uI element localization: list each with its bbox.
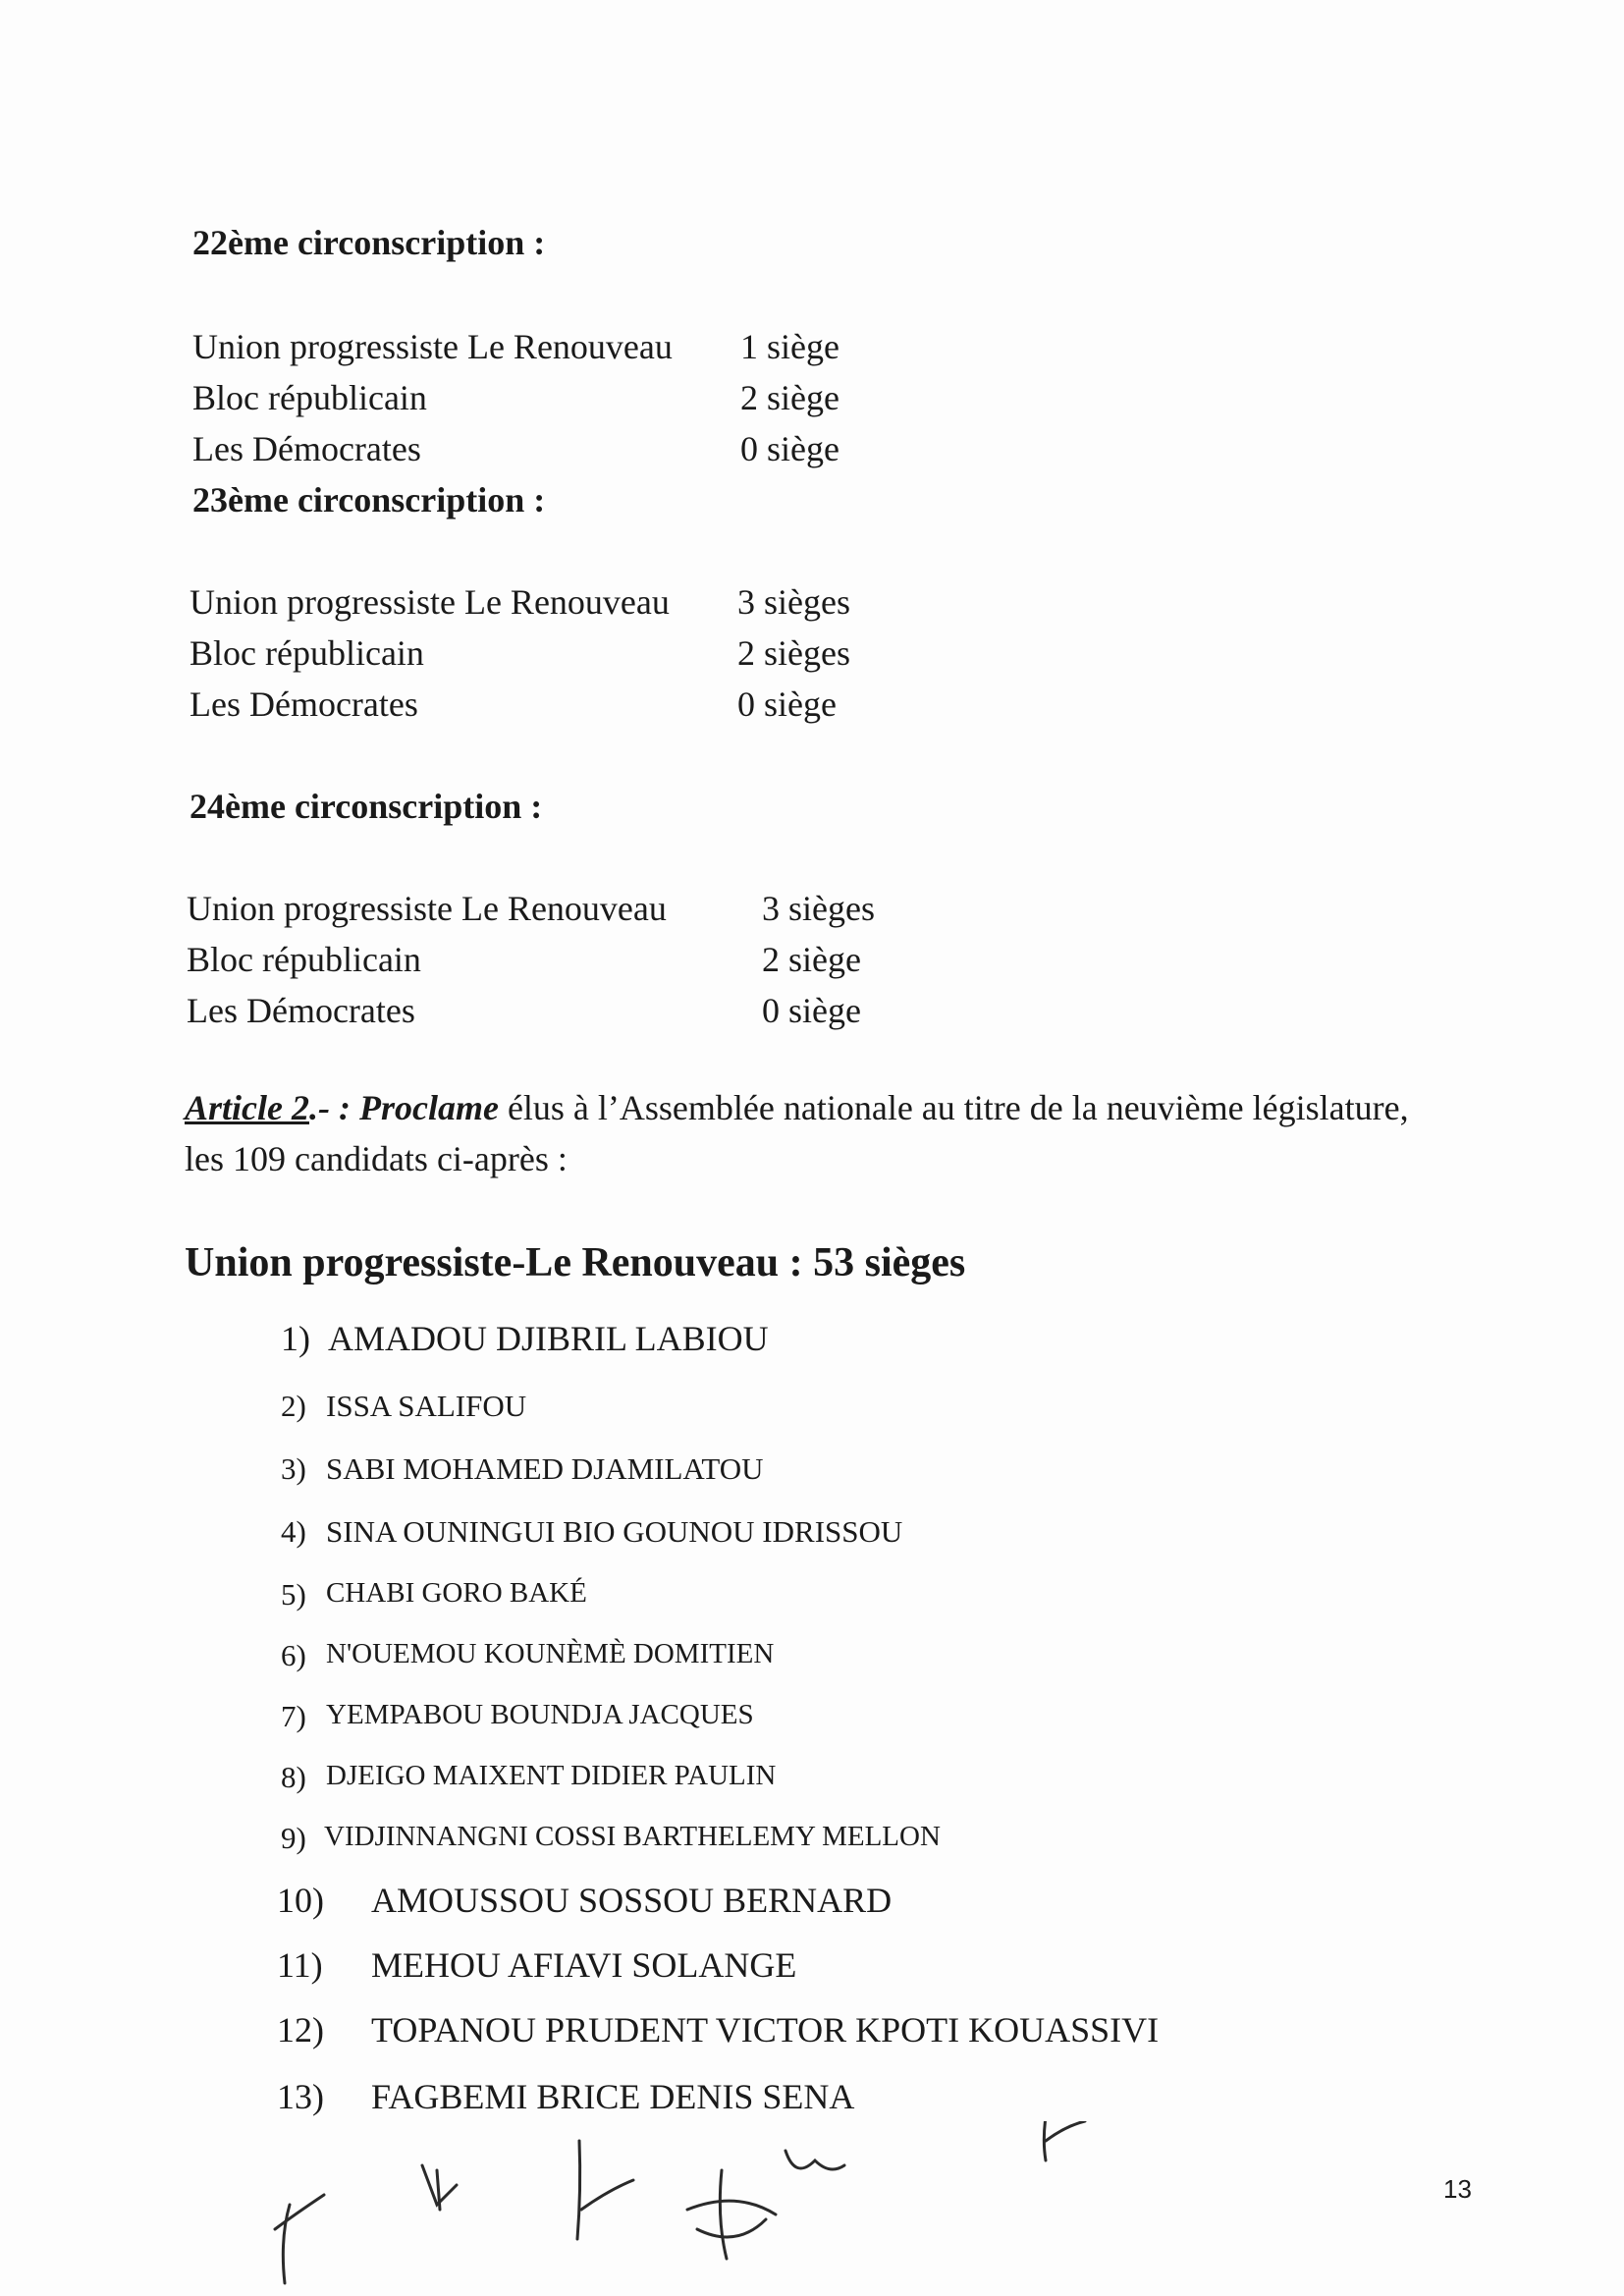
seat-count: 0 siège <box>762 991 861 1030</box>
seat-count: 2 siège <box>762 940 861 979</box>
list-item: 11) MEHOU AFIAVI SOLANGE <box>277 1945 797 1985</box>
party-name: Les Démocrates <box>192 429 421 468</box>
seat-count: 0 siège <box>740 429 839 468</box>
list-item: 12) TOPANOU PRUDENT VICTOR KPOTI KOUASSIVI <box>277 2010 1160 2050</box>
list-item: 9) VIDJINNANGNI COSSI BARTHELEMY MELLON <box>281 1821 941 1855</box>
circonscription-23-title: 23ème circonscription : <box>192 480 546 519</box>
list-item: 7) YEMPABOU BOUNDJA JACQUES <box>281 1699 754 1733</box>
circonscription-24-title: 24ème circonscription : <box>189 787 543 826</box>
party-name: Union progressiste Le Renouveau <box>192 327 673 366</box>
article-2 <box>185 1082 1500 1184</box>
seat-count: 0 siège <box>737 684 837 724</box>
handwritten-initials <box>265 2121 1247 2288</box>
party-name: Bloc républicain <box>189 633 424 673</box>
seat-count: 2 siège <box>740 378 839 417</box>
list-item: 2) ISSA SALIFOU <box>281 1389 527 1423</box>
list-item: 13) FAGBEMI BRICE DENIS SENA <box>277 2077 855 2116</box>
list-item: 5) CHABI GORO BAKÉ <box>281 1577 587 1612</box>
article-text-line2: les 109 candidats ci-après : <box>185 1139 568 1178</box>
list-item: 6) N'OUEMOU KOUNÈMÈ DOMITIEN <box>281 1638 775 1672</box>
seat-count: 3 sièges <box>762 889 875 928</box>
party-name: Union progressiste Le Renouveau <box>189 582 670 622</box>
party-name: Bloc républicain <box>187 940 421 979</box>
list-item: 10) AMOUSSOU SOSSOU BERNARD <box>277 1881 893 1920</box>
party-name: Les Démocrates <box>189 684 418 724</box>
party-name: Union progressiste Le Renouveau <box>187 889 667 928</box>
article-text-line1: élus à l’Assemblée nationale au titre de la neuvième législature, <box>498 1088 1409 1127</box>
list-item: 3) SABI MOHAMED DJAMILATOU <box>281 1451 764 1486</box>
party-name: Bloc républicain <box>192 378 427 417</box>
seat-count: 1 siège <box>740 327 839 366</box>
party-section-title: Union progressiste-Le Renouveau : 53 sièges <box>185 1240 966 1285</box>
seat-count: 2 sièges <box>737 633 850 673</box>
circonscription-22-title: 22ème circonscription : <box>192 223 546 262</box>
seat-count: 3 sièges <box>737 582 850 622</box>
list-item: 4) SINA OUNINGUI BIO GOUNOU IDRISSOU <box>281 1514 903 1549</box>
page-number: 13 <box>1443 2174 1472 2204</box>
article-label: Article 2.- : Proclame <box>185 1088 499 1127</box>
list-item: 1) AMADOU DJIBRIL LABIOU <box>281 1319 769 1358</box>
list-item: 8) DJEIGO MAIXENT DIDIER PAULIN <box>281 1760 777 1794</box>
party-name: Les Démocrates <box>187 991 415 1030</box>
